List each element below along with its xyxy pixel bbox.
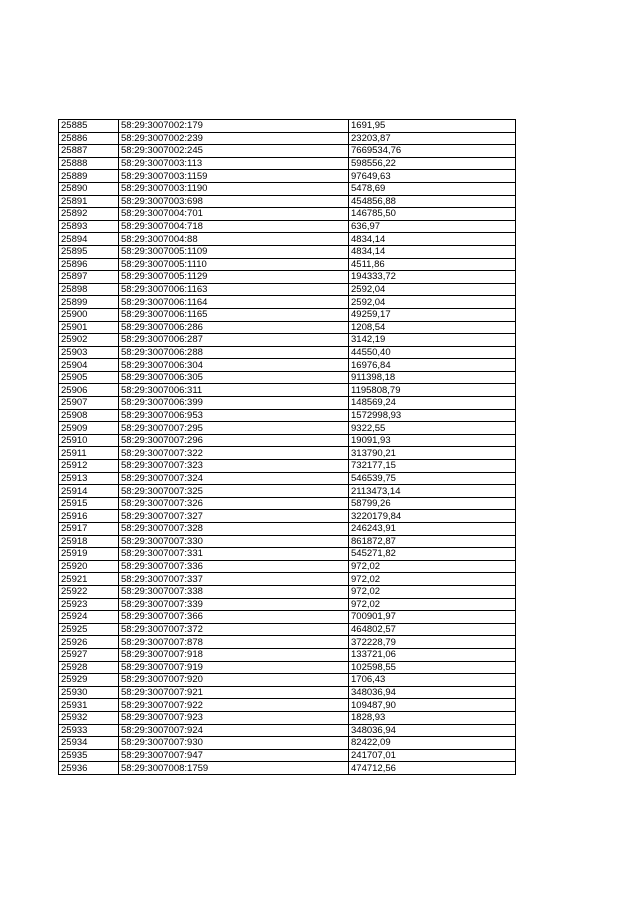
table-row xyxy=(59,346,516,359)
row-number-cell: 25899 xyxy=(59,296,119,309)
row-number-cell: 25924 xyxy=(59,611,119,624)
cadastral-number-cell: 58:29:3007006:311 xyxy=(119,384,349,397)
row-number-cell: 25929 xyxy=(59,674,119,687)
value-cell: 2592,04 xyxy=(349,296,516,309)
value-cell: 1691,95 xyxy=(349,120,516,133)
cadastral-number-cell: 58:29:3007006:287 xyxy=(119,334,349,347)
value-cell: 636,97 xyxy=(349,220,516,233)
value-cell: 313790,21 xyxy=(349,447,516,460)
cadastral-number-cell: 58:29:3007007:331 xyxy=(119,548,349,561)
row-number-cell: 25936 xyxy=(59,762,119,775)
cadastral-number-cell: 58:29:3007006:304 xyxy=(119,359,349,372)
row-number-cell: 25914 xyxy=(59,485,119,498)
row-number-cell: 25926 xyxy=(59,636,119,649)
row-number-cell: 25935 xyxy=(59,749,119,762)
value-cell: 7669534,76 xyxy=(349,145,516,158)
table-row xyxy=(59,585,516,598)
row-number-cell: 25932 xyxy=(59,711,119,724)
cadastral-number-cell: 58:29:3007005:1129 xyxy=(119,271,349,284)
row-number-cell: 25889 xyxy=(59,170,119,183)
table-row xyxy=(59,573,516,586)
cadastral-number-cell: 58:29:3007007:327 xyxy=(119,510,349,523)
cadastral-number-cell: 58:29:3007007:336 xyxy=(119,560,349,573)
row-number-cell: 25911 xyxy=(59,447,119,460)
value-cell: 58799,26 xyxy=(349,497,516,510)
table-row xyxy=(59,623,516,636)
row-number-cell: 25931 xyxy=(59,699,119,712)
table-row xyxy=(59,422,516,435)
row-number-cell: 25896 xyxy=(59,258,119,271)
table-row xyxy=(59,321,516,334)
cadastral-number-cell: 58:29:3007006:953 xyxy=(119,409,349,422)
cadastral-number-cell: 58:29:3007005:1110 xyxy=(119,258,349,271)
value-cell: 972,02 xyxy=(349,585,516,598)
row-number-cell: 25912 xyxy=(59,460,119,473)
cadastral-number-cell: 58:29:3007002:179 xyxy=(119,120,349,133)
table-row xyxy=(59,245,516,258)
cadastral-number-cell: 58:29:3007006:1163 xyxy=(119,283,349,296)
cadastral-number-cell: 58:29:3007007:330 xyxy=(119,535,349,548)
cadastral-number-cell: 58:29:3007007:372 xyxy=(119,623,349,636)
value-cell: 348036,94 xyxy=(349,724,516,737)
value-cell: 4834,14 xyxy=(349,233,516,246)
table-row xyxy=(59,434,516,447)
cadastral-number-cell: 58:29:3007006:305 xyxy=(119,371,349,384)
value-cell: 16976,84 xyxy=(349,359,516,372)
table-row xyxy=(59,145,516,158)
data-table xyxy=(58,119,516,775)
row-number-cell: 25923 xyxy=(59,598,119,611)
value-cell: 133721,06 xyxy=(349,648,516,661)
value-cell: 911398,18 xyxy=(349,371,516,384)
value-cell: 1208,54 xyxy=(349,321,516,334)
table-row xyxy=(59,409,516,422)
row-number-cell: 25895 xyxy=(59,245,119,258)
table-row xyxy=(59,132,516,145)
table-row xyxy=(59,648,516,661)
cadastral-number-cell: 58:29:3007004:718 xyxy=(119,220,349,233)
cadastral-number-cell: 58:29:3007007:920 xyxy=(119,674,349,687)
value-cell: 4834,14 xyxy=(349,245,516,258)
value-cell: 194333,72 xyxy=(349,271,516,284)
value-cell: 972,02 xyxy=(349,560,516,573)
cadastral-number-cell: 58:29:3007007:337 xyxy=(119,573,349,586)
cadastral-number-cell: 58:29:3007003:113 xyxy=(119,157,349,170)
table-row xyxy=(59,447,516,460)
row-number-cell: 25888 xyxy=(59,157,119,170)
cadastral-number-cell: 58:29:3007007:339 xyxy=(119,598,349,611)
table-row xyxy=(59,371,516,384)
cadastral-number-cell: 58:29:3007004:88 xyxy=(119,233,349,246)
value-cell: 464802,57 xyxy=(349,623,516,636)
row-number-cell: 25905 xyxy=(59,371,119,384)
table-row xyxy=(59,485,516,498)
table-row xyxy=(59,472,516,485)
value-cell: 23203,87 xyxy=(349,132,516,145)
cadastral-number-cell: 58:29:3007007:324 xyxy=(119,472,349,485)
row-number-cell: 25907 xyxy=(59,397,119,410)
value-cell: 3220179,84 xyxy=(349,510,516,523)
table-row xyxy=(59,598,516,611)
cadastral-number-cell: 58:29:3007008:1759 xyxy=(119,762,349,775)
value-cell: 246243,91 xyxy=(349,523,516,536)
cadastral-number-cell: 58:29:3007006:399 xyxy=(119,397,349,410)
row-number-cell: 25916 xyxy=(59,510,119,523)
table-row xyxy=(59,271,516,284)
row-number-cell: 25897 xyxy=(59,271,119,284)
table-row xyxy=(59,220,516,233)
value-cell: 9322,55 xyxy=(349,422,516,435)
value-cell: 972,02 xyxy=(349,573,516,586)
table-row xyxy=(59,510,516,523)
value-cell: 4511,86 xyxy=(349,258,516,271)
cadastral-number-cell: 58:29:3007007:325 xyxy=(119,485,349,498)
value-cell: 474712,56 xyxy=(349,762,516,775)
value-cell: 109487,90 xyxy=(349,699,516,712)
value-cell: 454856,88 xyxy=(349,195,516,208)
table-row xyxy=(59,661,516,674)
table-row xyxy=(59,384,516,397)
value-cell: 148569,24 xyxy=(349,397,516,410)
value-cell: 732177,15 xyxy=(349,460,516,473)
cadastral-number-cell: 58:29:3007006:286 xyxy=(119,321,349,334)
cadastral-number-cell: 58:29:3007002:245 xyxy=(119,145,349,158)
table-row xyxy=(59,523,516,536)
cadastral-number-cell: 58:29:3007005:1109 xyxy=(119,245,349,258)
cadastral-number-cell: 58:29:3007007:328 xyxy=(119,523,349,536)
value-cell: 545271,82 xyxy=(349,548,516,561)
cadastral-number-cell: 58:29:3007006:1165 xyxy=(119,308,349,321)
cadastral-number-cell: 58:29:3007004:701 xyxy=(119,208,349,221)
cadastral-number-cell: 58:29:3007003:1190 xyxy=(119,182,349,195)
value-cell: 5478,69 xyxy=(349,182,516,195)
cadastral-number-cell: 58:29:3007007:919 xyxy=(119,661,349,674)
row-number-cell: 25930 xyxy=(59,686,119,699)
value-cell: 1828,93 xyxy=(349,711,516,724)
row-number-cell: 25919 xyxy=(59,548,119,561)
table-row xyxy=(59,749,516,762)
table-row xyxy=(59,460,516,473)
table-row xyxy=(59,170,516,183)
row-number-cell: 25885 xyxy=(59,120,119,133)
row-number-cell: 25915 xyxy=(59,497,119,510)
value-cell: 1195808,79 xyxy=(349,384,516,397)
cadastral-number-cell: 58:29:3007007:922 xyxy=(119,699,349,712)
row-number-cell: 25887 xyxy=(59,145,119,158)
value-cell: 241707,01 xyxy=(349,749,516,762)
value-cell: 3142,19 xyxy=(349,334,516,347)
cadastral-number-cell: 58:29:3007007:366 xyxy=(119,611,349,624)
table-row xyxy=(59,535,516,548)
cadastral-number-cell: 58:29:3007007:923 xyxy=(119,711,349,724)
row-number-cell: 25917 xyxy=(59,523,119,536)
cadastral-number-cell: 58:29:3007006:288 xyxy=(119,346,349,359)
cadastral-number-cell: 58:29:3007007:326 xyxy=(119,497,349,510)
cadastral-number-cell: 58:29:3007007:947 xyxy=(119,749,349,762)
value-cell: 372228,79 xyxy=(349,636,516,649)
cadastral-number-cell: 58:29:3007007:878 xyxy=(119,636,349,649)
cadastral-number-cell: 58:29:3007007:921 xyxy=(119,686,349,699)
cadastral-number-cell: 58:29:3007007:918 xyxy=(119,648,349,661)
cadastral-number-cell: 58:29:3007007:338 xyxy=(119,585,349,598)
table-row xyxy=(59,182,516,195)
table-row xyxy=(59,737,516,750)
row-number-cell: 25906 xyxy=(59,384,119,397)
table-row xyxy=(59,195,516,208)
row-number-cell: 25910 xyxy=(59,434,119,447)
table-row xyxy=(59,560,516,573)
value-cell: 146785,50 xyxy=(349,208,516,221)
table-row xyxy=(59,208,516,221)
row-number-cell: 25902 xyxy=(59,334,119,347)
table-row xyxy=(59,308,516,321)
table-row xyxy=(59,157,516,170)
table-row xyxy=(59,120,516,133)
row-number-cell: 25898 xyxy=(59,283,119,296)
row-number-cell: 25890 xyxy=(59,182,119,195)
cadastral-number-cell: 58:29:3007007:323 xyxy=(119,460,349,473)
table-row xyxy=(59,258,516,271)
value-cell: 972,02 xyxy=(349,598,516,611)
row-number-cell: 25913 xyxy=(59,472,119,485)
row-number-cell: 25909 xyxy=(59,422,119,435)
row-number-cell: 25894 xyxy=(59,233,119,246)
cadastral-number-cell: 58:29:3007007:295 xyxy=(119,422,349,435)
cadastral-number-cell: 58:29:3007007:296 xyxy=(119,434,349,447)
row-number-cell: 25893 xyxy=(59,220,119,233)
value-cell: 861872,87 xyxy=(349,535,516,548)
value-cell: 1706,43 xyxy=(349,674,516,687)
value-cell: 348036,94 xyxy=(349,686,516,699)
table-row xyxy=(59,233,516,246)
value-cell: 102598,55 xyxy=(349,661,516,674)
row-number-cell: 25892 xyxy=(59,208,119,221)
cadastral-number-cell: 58:29:3007007:322 xyxy=(119,447,349,460)
value-cell: 700901,97 xyxy=(349,611,516,624)
table-row xyxy=(59,762,516,775)
value-cell: 2592,04 xyxy=(349,283,516,296)
row-number-cell: 25927 xyxy=(59,648,119,661)
row-number-cell: 25903 xyxy=(59,346,119,359)
row-number-cell: 25928 xyxy=(59,661,119,674)
value-cell: 546539,75 xyxy=(349,472,516,485)
table-row xyxy=(59,548,516,561)
table-row xyxy=(59,724,516,737)
cadastral-number-cell: 58:29:3007003:698 xyxy=(119,195,349,208)
value-cell: 97649,63 xyxy=(349,170,516,183)
value-cell: 49259,17 xyxy=(349,308,516,321)
table-row xyxy=(59,283,516,296)
table-row xyxy=(59,699,516,712)
value-cell: 19091,93 xyxy=(349,434,516,447)
row-number-cell: 25891 xyxy=(59,195,119,208)
table-row xyxy=(59,359,516,372)
cadastral-number-cell: 58:29:3007003:1159 xyxy=(119,170,349,183)
value-cell: 2113473,14 xyxy=(349,485,516,498)
row-number-cell: 25900 xyxy=(59,308,119,321)
table-row xyxy=(59,686,516,699)
row-number-cell: 25920 xyxy=(59,560,119,573)
cadastral-number-cell: 58:29:3007002:239 xyxy=(119,132,349,145)
table-row xyxy=(59,711,516,724)
row-number-cell: 25908 xyxy=(59,409,119,422)
cadastral-number-cell: 58:29:3007007:930 xyxy=(119,737,349,750)
cadastral-number-cell: 58:29:3007006:1164 xyxy=(119,296,349,309)
value-cell: 1572998,93 xyxy=(349,409,516,422)
cadastral-number-cell: 58:29:3007007:924 xyxy=(119,724,349,737)
table-body xyxy=(59,120,516,775)
row-number-cell: 25922 xyxy=(59,585,119,598)
table-row xyxy=(59,334,516,347)
table-row xyxy=(59,611,516,624)
value-cell: 598556,22 xyxy=(349,157,516,170)
value-cell: 44550,40 xyxy=(349,346,516,359)
table-row xyxy=(59,497,516,510)
row-number-cell: 25933 xyxy=(59,724,119,737)
table-row xyxy=(59,397,516,410)
row-number-cell: 25921 xyxy=(59,573,119,586)
table-row xyxy=(59,674,516,687)
table-row xyxy=(59,636,516,649)
row-number-cell: 25901 xyxy=(59,321,119,334)
row-number-cell: 25904 xyxy=(59,359,119,372)
table-row xyxy=(59,296,516,309)
row-number-cell: 25934 xyxy=(59,737,119,750)
row-number-cell: 25925 xyxy=(59,623,119,636)
row-number-cell: 25886 xyxy=(59,132,119,145)
value-cell: 82422,09 xyxy=(349,737,516,750)
row-number-cell: 25918 xyxy=(59,535,119,548)
